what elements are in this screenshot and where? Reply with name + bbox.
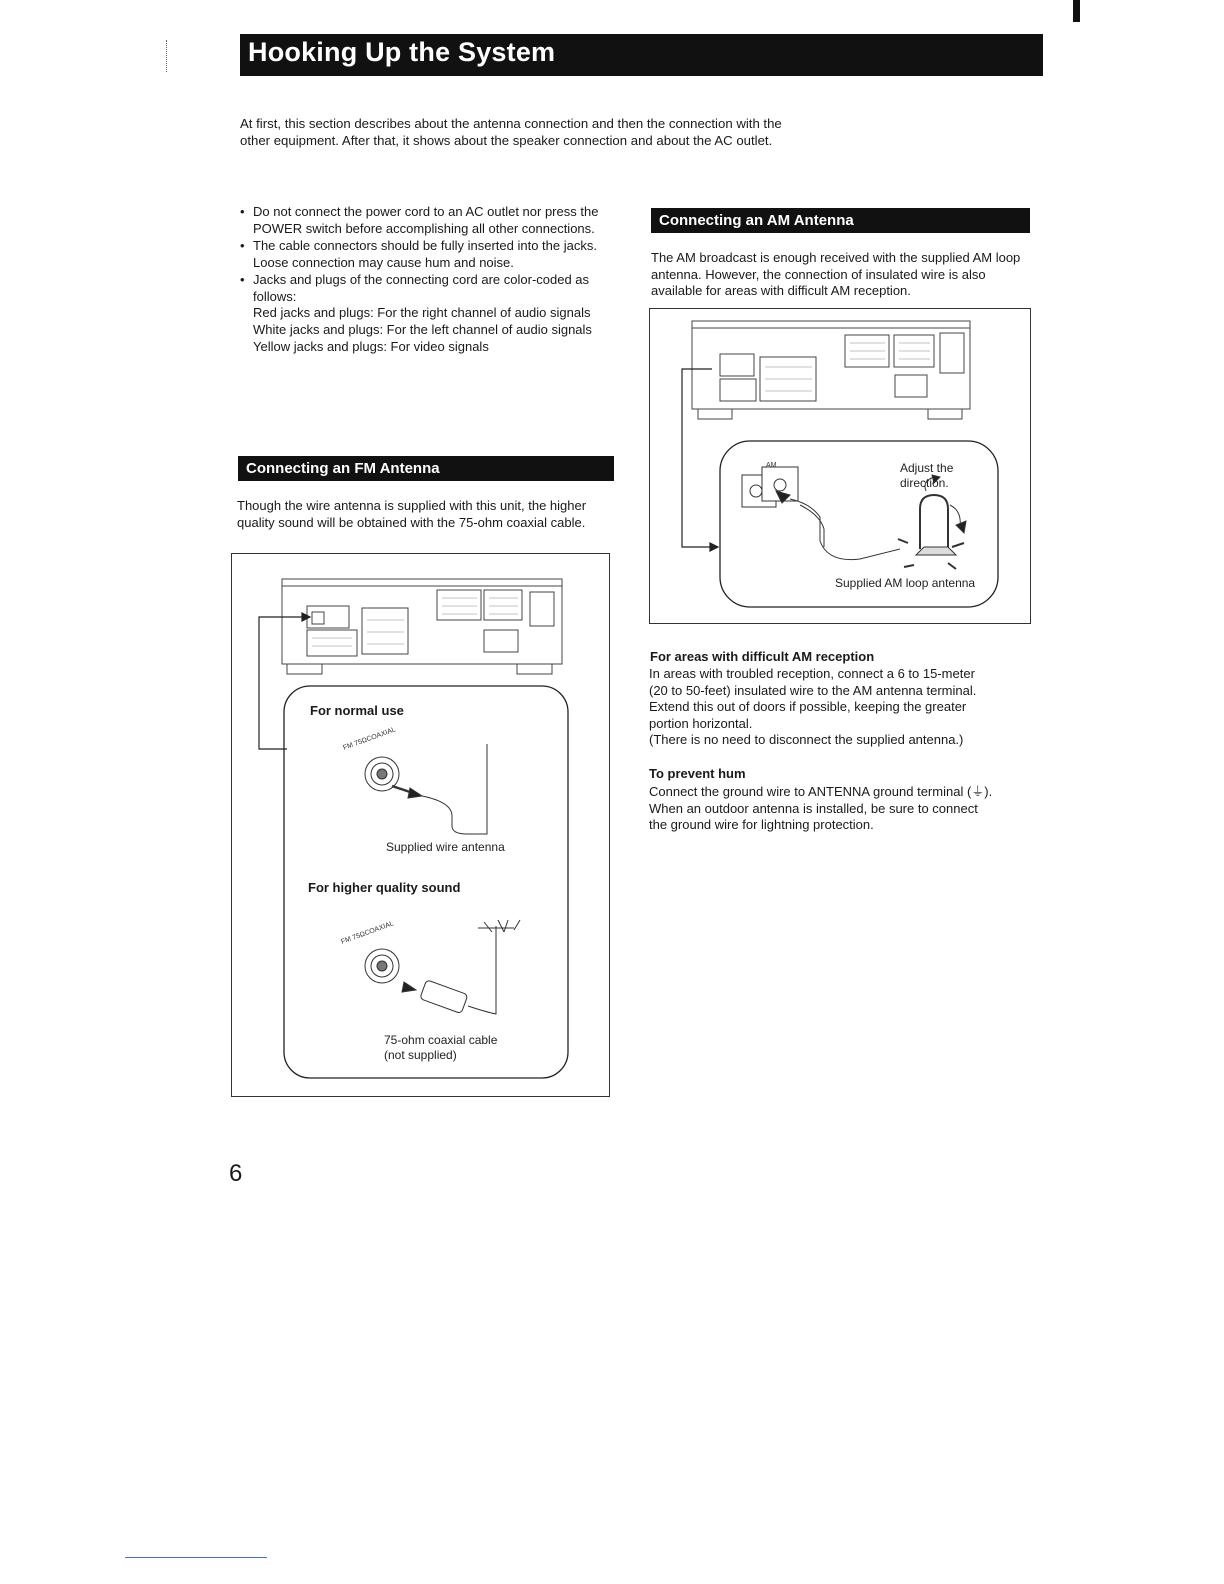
label-coax-not-supplied: (not supplied) [384,1048,457,1062]
body-line: the ground wire for lightning protection. [649,817,874,833]
difficult-reception-body [649,666,1029,749]
fm-jack-label: FM 75ΩCOAXIAL [342,726,397,752]
page-corner-mark [1073,0,1080,22]
notes-list [239,204,619,356]
fm-jack-label: FM 75ΩCOAXIAL [340,920,395,946]
color-code-yellow: Yellow jacks and plugs: For video signals [253,339,489,355]
label-wire-antenna: Supplied wire antenna [386,840,505,854]
body-line: (There is no need to disconnect the supplied antenna.) [649,732,964,748]
label-adjust-direction-2: direction. [900,476,949,490]
label-normal-use: For normal use [310,703,404,718]
am-jack-label: AM [766,462,777,469]
body-line: When an outdoor antenna is installed, be sure to connect [649,800,978,816]
fm-illustration [232,554,609,1096]
body-line: portion horizontal. [649,715,753,731]
fm-section-heading: Connecting an FM Antenna [246,460,440,477]
intro-paragraph: At first, this section describes about the antenna connection and then the connection with the other equipment. After that, it shows about the speaker connection and about the AC outlet. [240,116,782,148]
footer-rule [125,1557,267,1558]
am-section-heading: Connecting an AM Antenna [659,212,854,229]
am-antenna-figure [649,308,1031,624]
label-higher-quality: For higher quality sound [308,880,461,895]
note-item-text: Jacks and plugs of the connecting cord are color-coded as follows: [253,271,590,304]
fm-section-heading-bar [238,456,614,481]
note-item: • The cable connectors should be fully inserted into the jacks. Loose connection may cause hum and noise. [239,238,619,272]
binding-marks [166,40,168,72]
fm-antenna-figure [231,553,610,1097]
body-line: In areas with troubled reception, connect a 6 to 15-meter [649,666,975,681]
color-code-red: Red jacks and plugs: For the right channel of audio signals [253,305,591,321]
fm-description: Though the wire antenna is supplied with this unit, the higher quality sound will be obtained with the 75-ohm coaxial cable. [237,498,587,530]
difficult-reception-heading: For areas with difficult AM reception [650,649,875,664]
am-section-heading-bar [651,208,1030,233]
prevent-hum-body [649,784,1029,834]
page-number: 6 [229,1160,243,1187]
page-title-bar [240,34,1043,76]
note-item: • Do not connect the power cord to an AC outlet nor press the POWER switch before accomplishing all other connections. [239,204,619,238]
body-line: (20 to 50-feet) insulated wire to the AM antenna terminal. [649,682,977,698]
prevent-hum-heading: To prevent hum [649,766,746,781]
body-line: Connect the ground wire to ANTENNA ground terminal (⏚). [649,784,993,799]
page-title: Hooking Up the System [248,37,556,67]
label-loop-antenna: Supplied AM loop antenna [835,576,976,590]
label-coax-cable: 75-ohm coaxial cable [384,1033,498,1047]
note-item [239,272,619,357]
am-description: The AM broadcast is enough received with the supplied AM loop antenna. However, the connection of insulated wire is also available for areas with difficult AM reception. [651,250,1021,299]
color-code-white: White jacks and plugs: For the left channel of audio signals [253,322,592,338]
label-adjust-direction: Adjust the [900,461,954,475]
body-line: Extend this out of doors if possible, keeping the greater [649,699,967,715]
